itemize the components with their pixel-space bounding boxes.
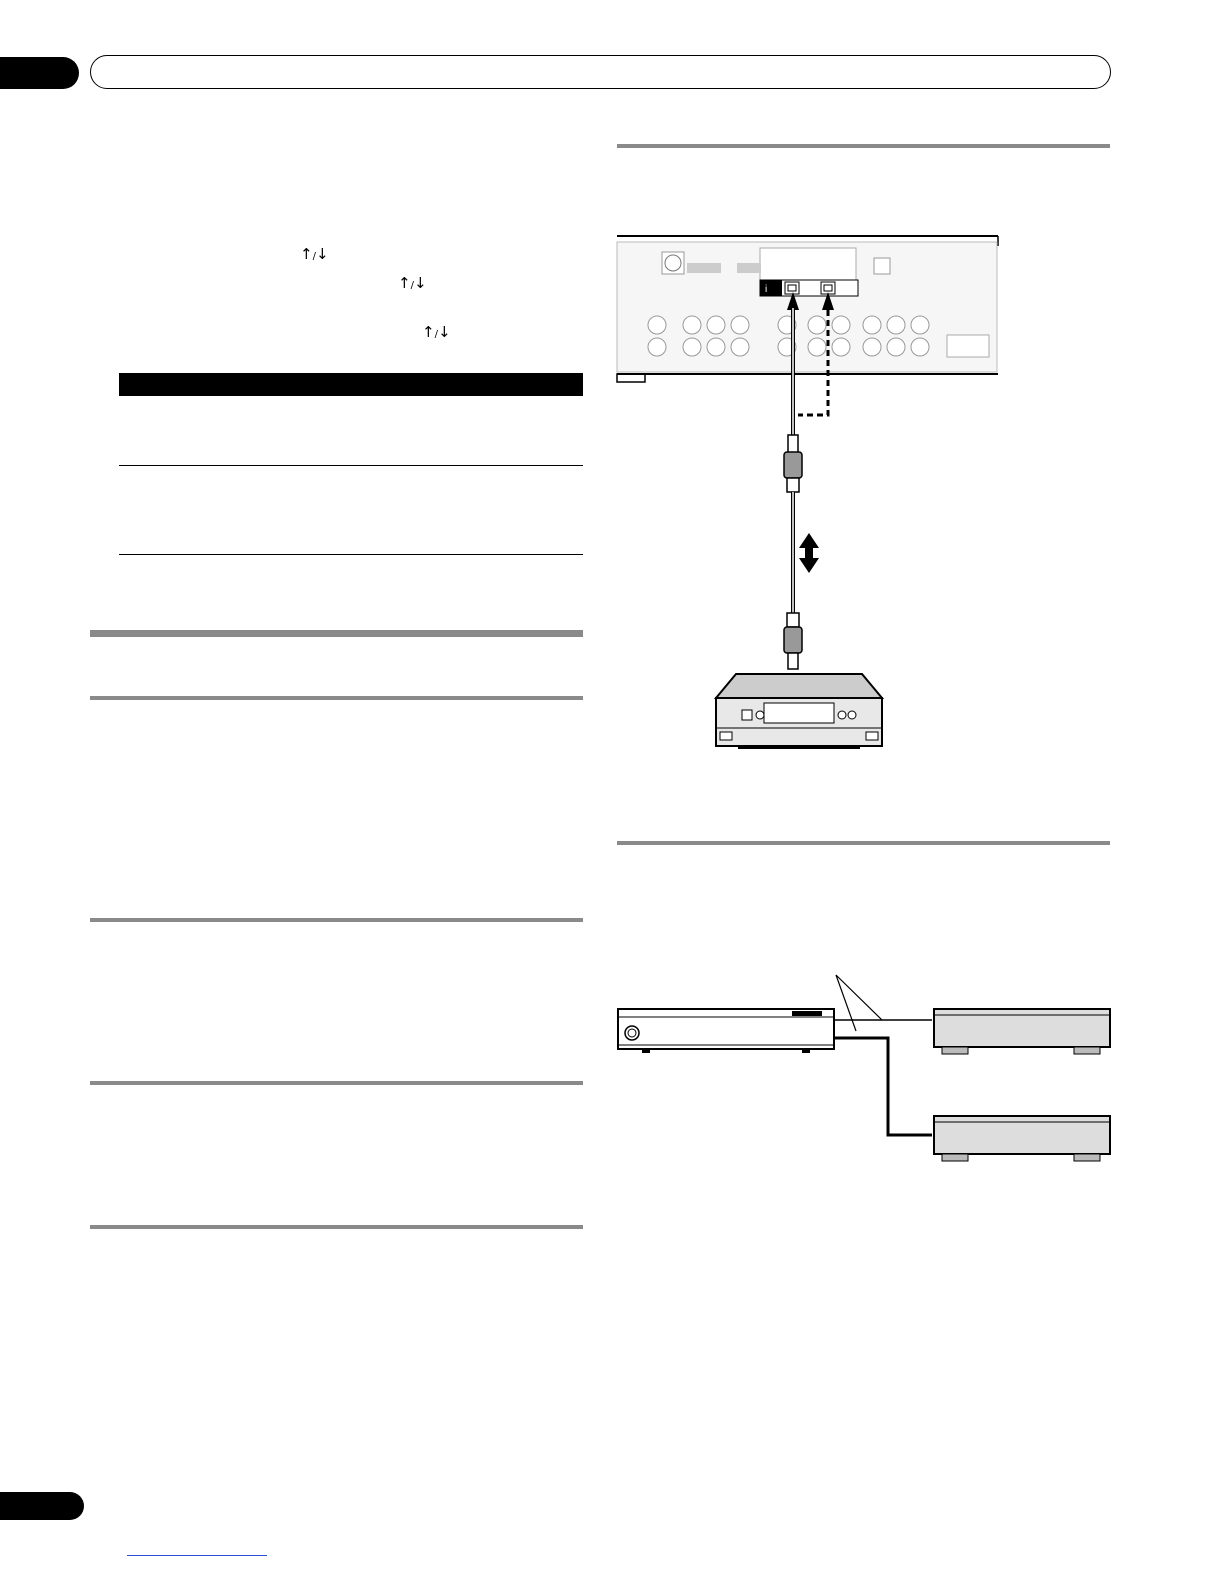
arrow-pair-3 <box>422 324 451 342</box>
page-header-bar <box>90 55 1111 89</box>
page-number-tab <box>0 1492 84 1520</box>
connection-diagram-top <box>612 230 1012 760</box>
bidirectional-arrow-icon <box>799 533 819 573</box>
down-arrow-icon: ↓ <box>413 274 427 292</box>
slash-glyph: / <box>312 251 316 262</box>
up-arrow-icon: ↑ <box>300 245 313 263</box>
arrow-pair-1 <box>300 246 329 264</box>
external-device <box>716 674 882 749</box>
section-rule <box>617 144 1110 148</box>
section-rule <box>90 918 583 922</box>
section-rule <box>90 696 583 700</box>
external-device-1 <box>934 1009 1110 1054</box>
footer-link-underline[interactable] <box>127 1555 267 1556</box>
rear-panel <box>617 236 998 382</box>
slash-glyph: / <box>434 329 438 340</box>
slash-glyph: / <box>410 280 414 291</box>
brand-logo <box>792 1011 822 1016</box>
section-rule-major <box>90 630 583 637</box>
main-unit <box>618 1009 834 1053</box>
up-arrow-icon: ↑ <box>422 323 435 341</box>
connection-diagram-bottom <box>612 965 1117 1170</box>
arrow-pair-2 <box>398 275 427 293</box>
table-header <box>119 373 583 396</box>
external-device-2 <box>934 1116 1110 1161</box>
chapter-tab <box>0 57 79 89</box>
section-rule <box>90 1081 583 1085</box>
table-row-divider <box>119 554 583 555</box>
section-rule <box>617 841 1110 845</box>
panel-label-i: i <box>765 284 768 295</box>
down-arrow-icon: ↓ <box>315 245 329 263</box>
table-row-divider <box>119 465 583 466</box>
up-arrow-icon: ↑ <box>398 274 411 292</box>
down-arrow-icon: ↓ <box>437 323 451 341</box>
section-rule <box>90 1225 583 1229</box>
